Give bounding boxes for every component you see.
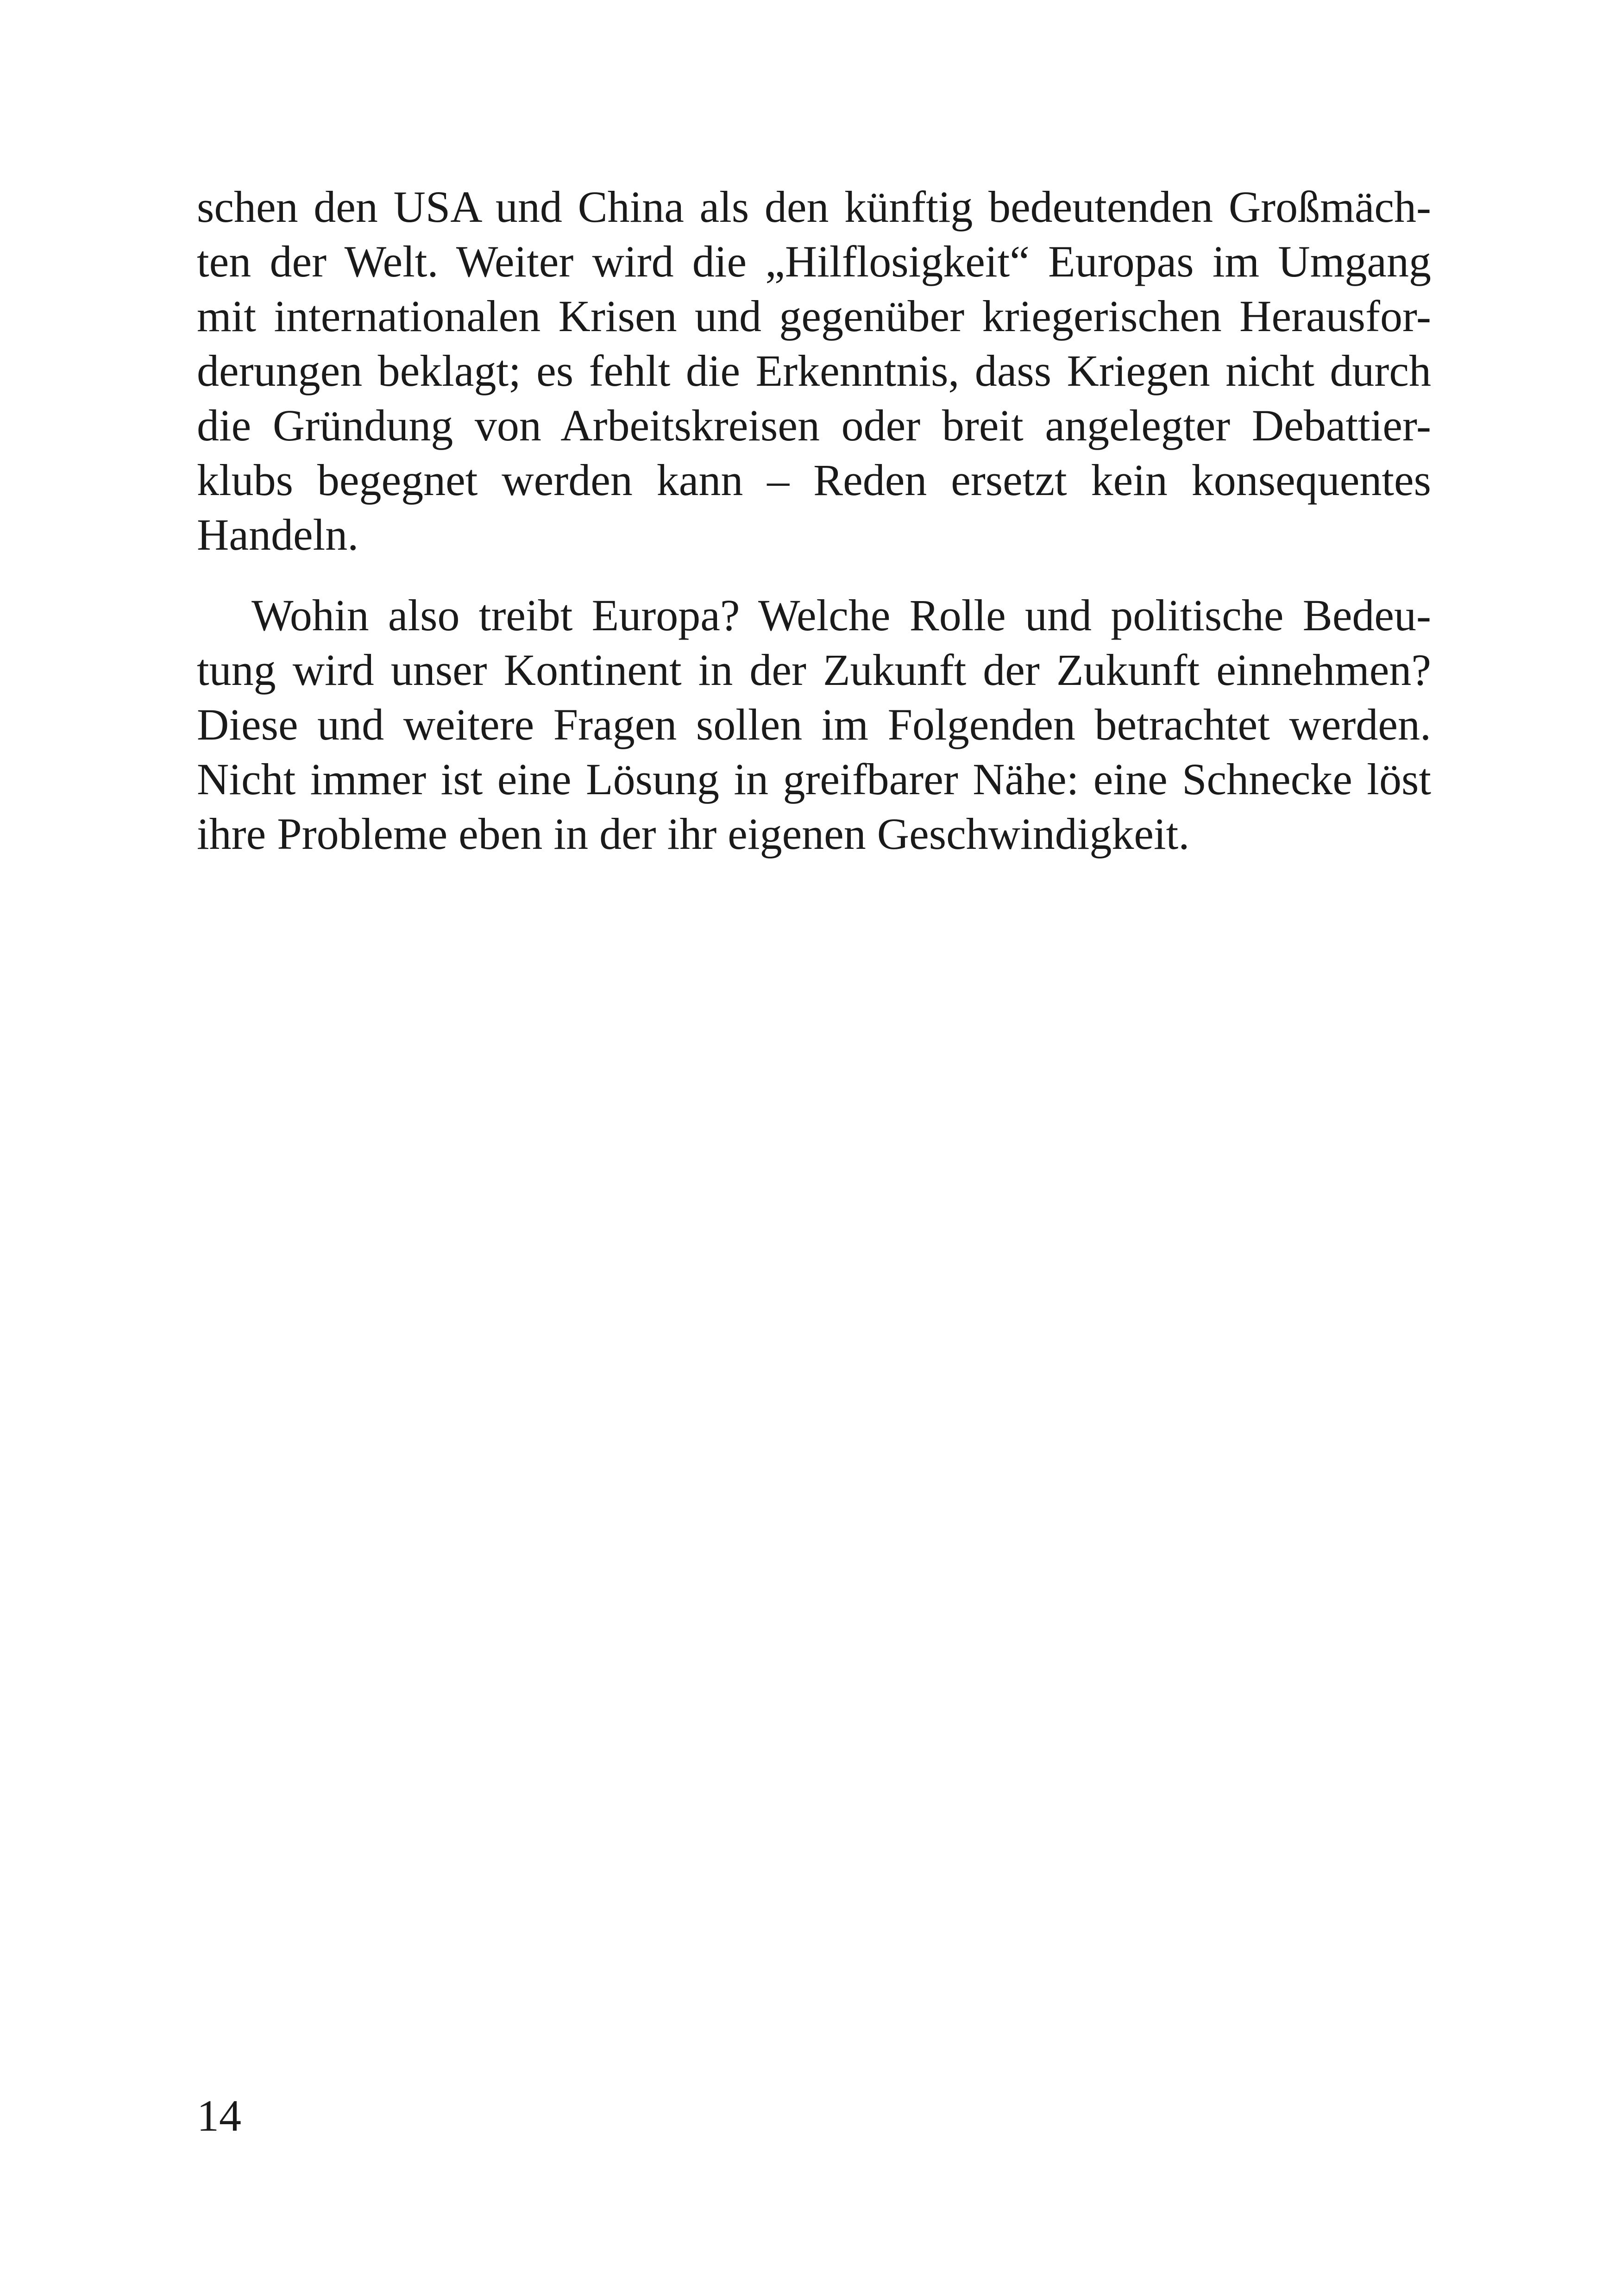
paragraph-1 [197, 180, 1431, 562]
paragraph-spacer [197, 562, 1431, 588]
text-line: Handeln. [197, 510, 359, 559]
text-line: ihre Probleme eben in der ihr eigenen Geschwindigkeit. [197, 809, 1190, 859]
text-line: schen den USA und China als den künftig bedeutenden Großmäch- [197, 182, 1431, 232]
text-line: klubs begegnet werden kann – Reden ersetzt kein konsequentes [197, 455, 1431, 505]
paragraph-2 [197, 588, 1431, 861]
body-text [197, 180, 1431, 861]
text-line: mit internationalen Krisen und gegenüber kriegerischen Herausfor- [197, 291, 1431, 341]
text-line: Diese und weitere Fragen sollen im Folgenden betrachtet werden. [197, 700, 1431, 749]
page-number: 14 [197, 2091, 241, 2140]
text-line: ten der Welt. Weiter wird die „Hilflosigkeit“ Europas im Umgang [197, 237, 1431, 286]
text-line: derungen beklagt; es fehlt die Erkenntnis, dass Kriegen nicht durch [197, 346, 1431, 395]
text-line: Wohin also treibt Europa? Welche Rolle und politische Bedeu- [251, 590, 1431, 640]
text-line: die Gründung von Arbeitskreisen oder breit angelegter Debattier- [197, 401, 1431, 450]
text-line: Nicht immer ist eine Lösung in greifbarer Nähe: eine Schnecke löst [197, 754, 1431, 804]
text-line: tung wird unser Kontinent in der Zukunft der Zukunft einnehmen? [197, 645, 1431, 695]
